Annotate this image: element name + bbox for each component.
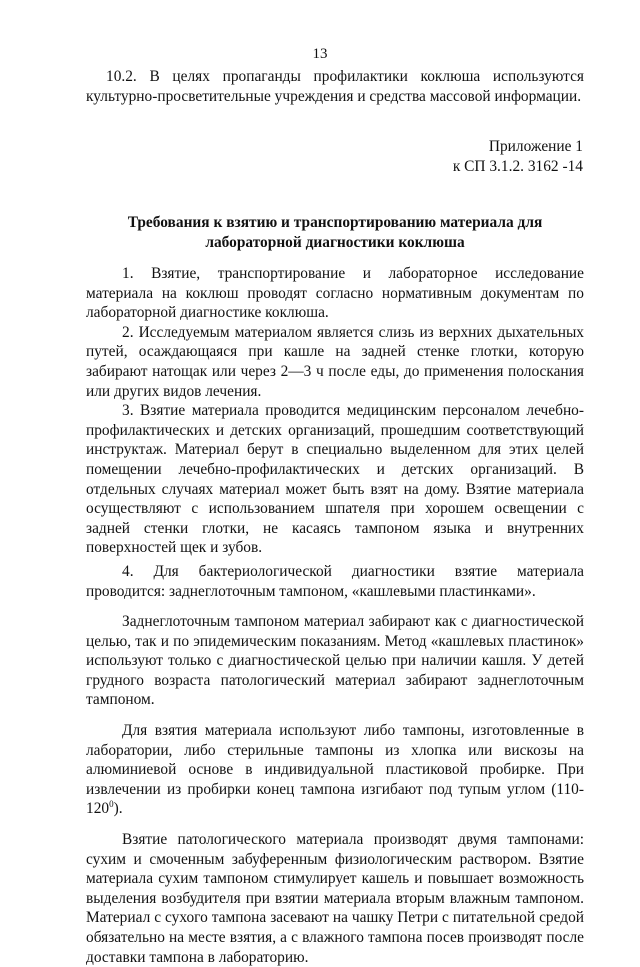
requirements-body [86,264,584,967]
paragraph-5: Заднеглоточным тампоном материал забирают как с диагностической целью, так и по эпидемическим показаниям. Метод «кашлевых пластинок» используют только с диагностической целью при наличии кашля. У детей грудного возраста патологический материал забирают заднеглоточным тампоном. [86,613,584,709]
intro-paragraph: 10.2. В целях пропаганды профилактики коклюша используются культурно-просветительные учреждения и средства массовой информации. [86,68,584,105]
appendix-label: Приложение 1 [488,138,583,155]
paragraph-2: 2. Исследуемым материалом является слизь из верхних дыхательных путей, осаждающаяся при кашле на задней стенке глотки, которую забирают натощак или через 2—3 ч после еды, до применения полоскания или других видов лечения. [86,323,584,400]
intro-section [86,67,584,106]
degree-superscript: 0 [109,799,114,810]
paragraph-6 [86,721,584,819]
section-heading-line-1: Требования к взятию и транспортированию материала для [127,214,543,231]
page-number: 13 [312,46,328,62]
paragraph-1: 1. Взятие, транспортирование и лабораторное исследование материала на коклюш проводят согласно нормативным документам по лабораторной диагностике коклюша. [86,265,584,322]
paragraph-6-end: ). [113,800,123,818]
appendix-reference [453,137,583,176]
paragraph-6-text: Для взятия материала используют либо тампоны, изготовленные в лаборатории, либо стерильные тампоны из хлопка или вискозы на алюминиевой основе в индивидуальной пластиковой пробирке. При извлечении из пробирки конец тампона изгибают под тупым углом (110-120 [86,722,584,818]
paragraph-7: Взятие патологического материала производят двумя тампонами: сухим и смоченным забуференным физиологическим раствором. Взятие материала сухим тампоном стимулирует кашель и повышает возможность выделения возбудителя при взятии материала вторым влажным тампоном. Материал с сухого тампона засевают на чашку Петри с питательной средой обязательно на месте взятия, а с влажного тампона посев производят после доставки тампона в лабораторию. [86,831,584,966]
paragraph-4: 4. Для бактериологической диагностики взятие материала проводится: заднеглоточным тампоном, «кашлевыми пластинками». [86,562,584,600]
section-heading-line-2: лабораторной диагностики коклюша [205,233,465,251]
section-heading [86,213,584,252]
paragraph-3: 3. Взятие материала проводится медицинским персоналом лечебно-профилактических и детских организаций, прошедшим соответствующий инструктаж. Материал берут в специально выделенном для этих целей помещении лечебно-профилактических и детских организаций. В отдельных случаях материал может быть взят на дому. Взятие материала осуществляют с использованием шпателя при хорошем освещении с задней стенки глотки, не касаясь тампоном языка и внутренних поверхностей щек и зубов. [86,402,584,557]
appendix-code: к СП 3.1.2. 3162 -14 [452,157,583,175]
